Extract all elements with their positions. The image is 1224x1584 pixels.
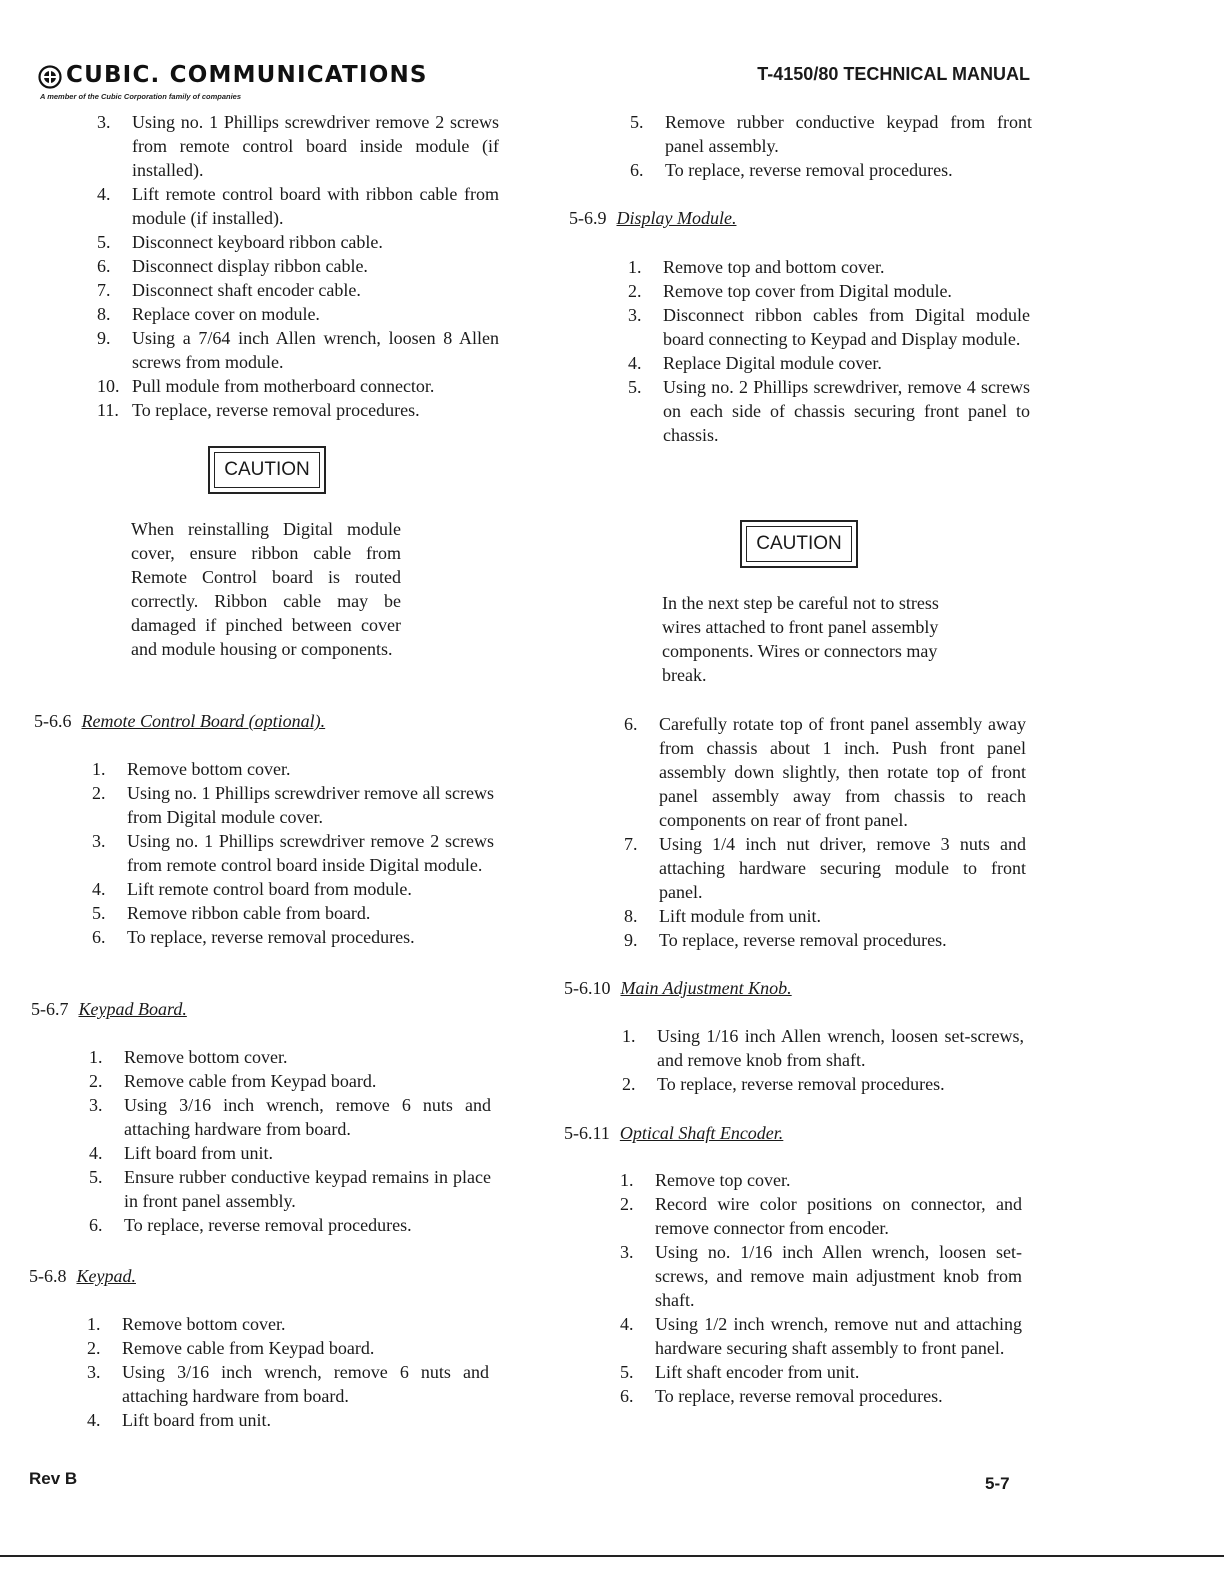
section-heading-5-6-9: [569, 206, 736, 230]
step-number: 2.: [87, 1338, 101, 1358]
step-text: Using 1/2 inch wrench, remove nut and attaching hardware securing shaft assembly to front panel.: [655, 1314, 1022, 1358]
step-number: 4.: [97, 184, 111, 204]
step-number: 5.: [620, 1362, 634, 1382]
step-number: 3.: [87, 1362, 101, 1382]
step-number: 2.: [89, 1071, 103, 1091]
company-tagline: A member of the Cubic Corporation family of companies: [40, 92, 241, 101]
step-text: Lift remote control board with ribbon cable from module (if installed).: [132, 184, 499, 228]
step-text: Lift board from unit.: [124, 1143, 273, 1163]
step-number: 5.: [97, 232, 111, 252]
step-number: 4.: [620, 1314, 634, 1334]
step-text: Using no. 1 Phillips screwdriver remove 2 screws from remote control board inside Digital module.: [127, 831, 494, 875]
step-text: Using 1/4 inch nut driver, remove 3 nuts and attaching hardware securing module to front panel.: [659, 834, 1026, 902]
section-number: 5-6.10: [564, 978, 611, 998]
caution-box-2: [740, 520, 858, 568]
step-number: 4.: [628, 353, 642, 373]
caution-box-1: [208, 446, 326, 494]
company-name: CUBIC. COMMUNICATIONS: [66, 62, 428, 88]
step-text: Remove bottom cover.: [122, 1314, 286, 1334]
right-top-steps: [630, 110, 1032, 182]
step-text: Replace Digital module cover.: [663, 353, 882, 373]
step-number: 3.: [620, 1242, 634, 1262]
section-title: Keypad.: [76, 1266, 136, 1286]
page-number: 5-7: [985, 1474, 1010, 1493]
step-number: 5.: [628, 377, 642, 397]
step-text: Using no. 1 Phillips screwdriver remove all screws from Digital module cover.: [127, 783, 494, 827]
list-item: [628, 279, 1030, 303]
list-item: [87, 1312, 489, 1336]
step-number: 6.: [97, 256, 111, 276]
step-number: 2.: [622, 1074, 636, 1094]
step-text: Using 1/16 inch Allen wrench, loosen set-screws, and remove knob from shaft.: [657, 1026, 1024, 1070]
step-text: Record wire color positions on connector, and remove connector from encoder.: [655, 1194, 1022, 1238]
step-number: 4.: [92, 879, 106, 899]
step-text: Remove top cover.: [655, 1170, 791, 1190]
section-5-6-10-steps: [622, 1024, 1024, 1096]
cubic-logo-icon: [38, 65, 62, 89]
step-text: To replace, reverse removal procedures.: [655, 1386, 943, 1406]
step-text: Using no. 1 Phillips screwdriver remove 2 screws from remote control board inside module (if installed).: [132, 112, 499, 180]
step-number: 7.: [97, 280, 111, 300]
step-text: To replace, reverse removal procedures.: [659, 930, 947, 950]
section-number: 5-6.6: [34, 711, 72, 731]
caution-label: CAUTION: [214, 452, 320, 488]
step-number: 2.: [628, 281, 642, 301]
list-item: [97, 110, 499, 182]
step-text: Lift board from unit.: [122, 1410, 271, 1430]
caution-text-2: In the next step be careful not to stress wires attached to front panel assembly components. Wires or connectors may break.: [662, 593, 939, 685]
step-number: 3.: [628, 305, 642, 325]
step-text: Using no. 2 Phillips screwdriver, remove 4 screws on each side of chassis securing front panel to chassis.: [663, 377, 1030, 445]
step-text: To replace, reverse removal procedures.: [657, 1074, 945, 1094]
section-heading-5-6-7: [31, 997, 187, 1021]
list-item: [630, 158, 1032, 182]
step-text: Using no. 1/16 inch Allen wrench, loosen set-screws, and remove main adjustment knob from shaft.: [655, 1242, 1022, 1310]
step-text: Using 3/16 inch wrench, remove 6 nuts and attaching hardware from board.: [122, 1362, 489, 1406]
section-number: 5-6.11: [564, 1123, 610, 1143]
step-number: 7.: [624, 834, 638, 854]
list-item: [624, 832, 1026, 904]
manual-title: T-4150/80 TECHNICAL MANUAL: [757, 64, 1030, 84]
step-number: 11.: [97, 400, 119, 420]
list-item: [92, 901, 494, 925]
step-text: Remove cable from Keypad board.: [122, 1338, 375, 1358]
list-item: [630, 110, 1032, 158]
step-number: 9.: [624, 930, 638, 950]
section-title: Remote Control Board (optional).: [81, 711, 326, 731]
step-text: Lift shaft encoder from unit.: [655, 1362, 860, 1382]
caution-text-1: When reinstalling Digital module cover, ensure ribbon cable from Remote Control board is routed correctly. Ribbon cable may be damaged if pinched between cover and module housing or components.: [131, 519, 401, 659]
list-item: [97, 398, 499, 422]
step-text: Remove bottom cover.: [127, 759, 291, 779]
step-text: Disconnect ribbon cables from Digital module board connecting to Keypad and Display module.: [663, 305, 1030, 349]
list-item: [97, 254, 499, 278]
bottom-rule: [0, 1555, 1224, 1557]
step-text: Carefully rotate top of front panel assembly away from chassis about 1 inch. Push front panel assembly down slightly, then rotate top of front panel assembly away from chassis to reach components on rear of front panel.: [659, 714, 1026, 830]
list-item: [87, 1408, 489, 1432]
step-text: To replace, reverse removal procedures.: [665, 160, 953, 180]
list-item: [628, 351, 1030, 375]
list-item: [628, 375, 1030, 447]
list-item: [89, 1069, 491, 1093]
step-number: 4.: [87, 1410, 101, 1430]
list-item: [620, 1192, 1022, 1240]
section-heading-5-6-11: [564, 1121, 783, 1145]
revision-label: Rev B: [29, 1469, 78, 1488]
step-text: To replace, reverse removal procedures.: [127, 927, 415, 947]
section-5-6-8-steps: [87, 1312, 489, 1432]
step-text: Using a 7/64 inch Allen wrench, loosen 8 Allen screws from module.: [132, 328, 499, 372]
section-title: Display Module.: [616, 208, 737, 228]
step-number: 5.: [89, 1167, 103, 1187]
section-heading-5-6-8: [29, 1264, 136, 1288]
step-text: Lift module from unit.: [659, 906, 821, 926]
list-item: [624, 712, 1026, 832]
step-number: 1.: [92, 759, 106, 779]
step-text: Remove bottom cover.: [124, 1047, 288, 1067]
section-number: 5-6.7: [31, 999, 69, 1019]
section-5-6-9-steps-continued: [624, 712, 1026, 952]
section-heading-5-6-6: [34, 709, 325, 733]
list-item: [620, 1312, 1022, 1360]
step-text: Remove ribbon cable from board.: [127, 903, 371, 923]
list-item: [97, 326, 499, 374]
step-number: 1.: [620, 1170, 634, 1190]
list-item: [624, 928, 1026, 952]
step-number: 6.: [624, 714, 638, 734]
list-item: [87, 1360, 489, 1408]
list-item: [628, 303, 1030, 351]
list-item: [620, 1240, 1022, 1312]
step-text: Disconnect keyboard ribbon cable.: [132, 232, 383, 252]
list-item: [89, 1141, 491, 1165]
list-item: [97, 278, 499, 302]
step-text: Replace cover on module.: [132, 304, 320, 324]
section-title: Keypad Board.: [78, 999, 187, 1019]
step-number: 4.: [89, 1143, 103, 1163]
section-number: 5-6.8: [29, 1266, 67, 1286]
list-item: [97, 182, 499, 230]
caution-label: CAUTION: [746, 526, 852, 562]
section-title: Optical Shaft Encoder.: [619, 1123, 784, 1143]
list-item: [92, 877, 494, 901]
list-item: [89, 1165, 491, 1213]
step-number: 1.: [628, 257, 642, 277]
company-logo: [38, 64, 508, 112]
step-number: 5.: [630, 112, 644, 132]
step-number: 3.: [92, 831, 106, 851]
step-number: 1.: [89, 1047, 103, 1067]
section-heading-5-6-10: [564, 976, 792, 1000]
section-number: 5-6.9: [569, 208, 607, 228]
step-number: 5.: [92, 903, 106, 923]
section-5-6-11-steps: [620, 1168, 1022, 1408]
step-text: Disconnect shaft encoder cable.: [132, 280, 361, 300]
step-number: 6.: [92, 927, 106, 947]
section-5-6-9-steps: [628, 255, 1030, 447]
list-item: [92, 925, 494, 949]
list-item: [620, 1360, 1022, 1384]
step-number: 1.: [622, 1026, 636, 1046]
step-text: Remove top cover from Digital module.: [663, 281, 952, 301]
section-5-6-6-steps: [92, 757, 494, 949]
list-item: [622, 1024, 1024, 1072]
step-text: Lift remote control board from module.: [127, 879, 412, 899]
step-number: 8.: [624, 906, 638, 926]
step-text: Remove top and bottom cover.: [663, 257, 885, 277]
list-item: [89, 1093, 491, 1141]
list-item: [97, 230, 499, 254]
list-item: [624, 904, 1026, 928]
step-text: Remove cable from Keypad board.: [124, 1071, 377, 1091]
step-text: Using 3/16 inch wrench, remove 6 nuts and attaching hardware from board.: [124, 1095, 491, 1139]
left-top-steps: [97, 110, 499, 422]
step-number: 2.: [620, 1194, 634, 1214]
step-number: 9.: [97, 328, 111, 348]
list-item: [92, 757, 494, 781]
list-item: [92, 829, 494, 877]
step-number: 10.: [97, 376, 120, 396]
step-text: Ensure rubber conductive keypad remains in place in front panel assembly.: [124, 1167, 491, 1211]
step-number: 3.: [89, 1095, 103, 1115]
list-item: [622, 1072, 1024, 1096]
step-number: 1.: [87, 1314, 101, 1334]
list-item: [92, 781, 494, 829]
step-number: 3.: [97, 112, 111, 132]
step-number: 8.: [97, 304, 111, 324]
list-item: [97, 302, 499, 326]
step-number: 2.: [92, 783, 106, 803]
list-item: [628, 255, 1030, 279]
list-item: [89, 1045, 491, 1069]
step-number: 6.: [620, 1386, 634, 1406]
step-text: To replace, reverse removal procedures.: [124, 1215, 412, 1235]
section-5-6-7-steps: [89, 1045, 491, 1237]
list-item: [89, 1213, 491, 1237]
list-item: [620, 1168, 1022, 1192]
step-text: Pull module from motherboard connector.: [132, 376, 435, 396]
list-item: [87, 1336, 489, 1360]
list-item: [620, 1384, 1022, 1408]
step-number: 6.: [630, 160, 644, 180]
step-text: Disconnect display ribbon cable.: [132, 256, 368, 276]
list-item: [97, 374, 499, 398]
step-text: To replace, reverse removal procedures.: [132, 400, 420, 420]
section-title: Main Adjustment Knob.: [620, 978, 792, 998]
step-number: 6.: [89, 1215, 103, 1235]
step-text: Remove rubber conductive keypad from front panel assembly.: [665, 112, 1032, 156]
